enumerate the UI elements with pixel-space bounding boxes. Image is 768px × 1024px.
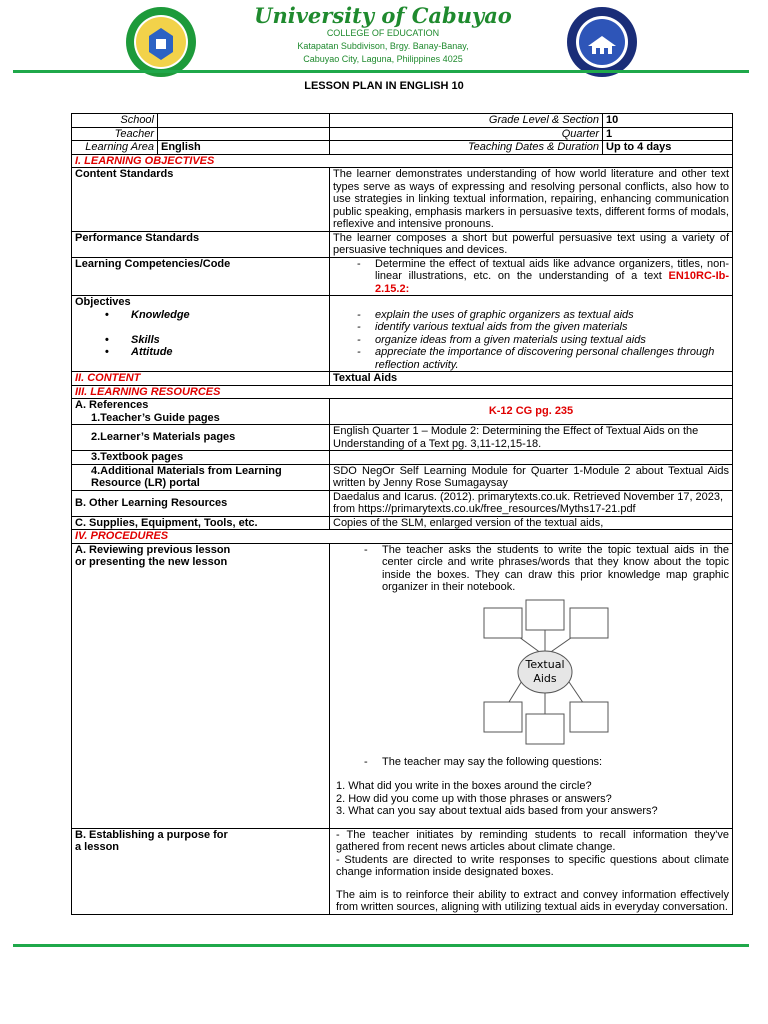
- competency-code: EN10RC-Ib-2.15.2:: [375, 270, 730, 295]
- diagram-box: [484, 608, 522, 638]
- dates-label: Teaching Dates & Duration: [330, 141, 603, 155]
- procedure-a-text: - The teacher asks the students to write the topic textual aids in the center circle and write phrases/words that they know about the topic inside the boxes. They can draw this prior knowledge map graphic organizer in their notebook.: [382, 544, 729, 594]
- objective-item: - organize ideas from a given materials using textual aids: [375, 334, 729, 347]
- references-cell: [72, 399, 330, 425]
- procedure-b-paragraph: - The teacher initiates by reminding students to recall information they've gathered from recent news articles about climate change.: [336, 828, 729, 853]
- quarter-value: 1: [603, 127, 733, 141]
- procedure-b-paragraph: - Students are directed to write responses to specific questions about climate change information inside designated boxes.: [336, 853, 729, 878]
- quarter-label: Quarter: [330, 127, 603, 141]
- diagram-center-text: Textual: [525, 657, 565, 671]
- objective-item: - appreciate the importance of discovering personal challenges through reflection activity.: [375, 346, 729, 371]
- objective-knowledge: • Knowledge: [105, 308, 190, 321]
- dates-value: Up to 4 days: [603, 141, 733, 155]
- section-learning-objectives: I. LEARNING OBJECTIVES: [72, 154, 733, 168]
- procedure-a-content: [330, 543, 733, 828]
- diagram-box: [570, 608, 608, 638]
- diagram-box: [526, 714, 564, 744]
- procedure-b-label: B. Establishing a purpose for a lesson: [72, 828, 330, 914]
- objectives-label: Objectives: [75, 296, 131, 308]
- competencies-text: Determine the effect of textual aids like advance organizers, titles, non-linear illustrations, etc. on the understanding of a text: [375, 257, 729, 282]
- area-value: English: [158, 141, 330, 155]
- college-name: COLLEGE OF EDUCATION: [326, 28, 440, 38]
- area-label: Learning Area: [72, 141, 158, 155]
- school-value: [158, 114, 330, 128]
- procedure-a-text: - The teacher may say the following questions:: [382, 756, 729, 769]
- objectives-cell: [72, 296, 330, 372]
- university-seal-logo: [125, 6, 197, 78]
- lm-label: 2.Learner’s Materials pages: [72, 425, 330, 451]
- competencies-cell: [330, 257, 733, 296]
- section-content: II. CONTENT: [72, 372, 330, 386]
- question-3: 3. What can you say about textual aids based from your answers?: [336, 805, 658, 817]
- school-label: School: [72, 114, 158, 128]
- other-resources-value: Daedalus and Icarus. (2012). primarytexts.co.uk. Retrieved November 17, 2023, from https://primarytexts.co.uk/free_resources/Myths17-21.pdf: [330, 490, 733, 516]
- tb-label: 3.Textbook pages: [72, 451, 330, 465]
- diagram-box: [484, 702, 522, 732]
- procedure-a-label: A. Reviewing previous lesson or presenting the new lesson: [72, 543, 330, 828]
- diagram-center-text: Aids: [533, 671, 557, 685]
- am-value: SDO NegOr Self Learning Module for Quarter 1-Module 2 about Textual Aids written by Jenny Rose Sumagaysay: [330, 464, 733, 490]
- section-learning-resources: III. LEARNING RESOURCES: [72, 385, 733, 399]
- procedure-b-paragraph: The aim is to reinforce their ability to extract and convey information effectively from written sources, aligning with utilizing textual aids in everyday conversation.: [336, 888, 729, 913]
- tb-value: [330, 451, 733, 465]
- objective-attitude: • Attitude: [105, 346, 173, 358]
- address-line-2: Cabuyao City, Laguna, Philippines 4025: [303, 54, 463, 64]
- lesson-plan-table: [71, 113, 733, 915]
- document-title: LESSON PLAN IN ENGLISH 10: [304, 80, 464, 92]
- supplies-value: Copies of the SLM, enlarged version of the textual aids,: [330, 516, 733, 530]
- textual-aids-graphic-organizer: [470, 598, 620, 750]
- objectives-details: [330, 296, 733, 372]
- grade-label: Grade Level & Section: [330, 114, 603, 128]
- supplies-label: C. Supplies, Equipment, Tools, etc.: [72, 516, 330, 530]
- address-line-1: Katapatan Subdivison, Brgy. Banay-Banay,: [297, 41, 469, 51]
- objective-item: - explain the uses of graphic organizers as textual aids: [375, 309, 729, 322]
- teacher-value: [158, 127, 330, 141]
- objective-item: - identify various textual aids from the given materials: [375, 321, 729, 334]
- procedure-b-content: [330, 828, 733, 914]
- diagram-box: [570, 702, 608, 732]
- am-label: 4.Additional Materials from Learning Resource (LR) portal: [72, 464, 330, 490]
- objective-skills: • Skills: [105, 333, 160, 346]
- lm-value: English Quarter 1 – Module 2: Determining the Effect of Textual Aids on the Understanding of a Text pg. 3,11-12,15-18.: [330, 425, 733, 451]
- grade-value: 10: [603, 114, 733, 128]
- content-value: Textual Aids: [330, 372, 733, 386]
- performance-standards-label: Performance Standards: [72, 231, 330, 257]
- university-name: University of Cabuyao: [254, 3, 512, 28]
- diagram-box: [526, 600, 564, 630]
- competencies-label: Learning Competencies/Code: [72, 257, 330, 296]
- content-standards-label: Content Standards: [72, 168, 330, 232]
- header-divider: [13, 70, 749, 73]
- content-standards-text: The learner demonstrates understanding of how world literature and other text types serve as ways of expressing and resolving personal conflicts, also how to use strategies in linking textual information, repairing, enhancing communication public speaking, emphasis markers in persuasive texts, different forms of modals, reflexive and intensive pronouns.: [330, 168, 733, 232]
- page-header: [0, 0, 768, 80]
- teacher-label: Teacher: [72, 127, 158, 141]
- question-2: 2. How did you come up with those phrases or answers?: [336, 792, 612, 805]
- college-seal-logo: [566, 6, 638, 78]
- address: [200, 40, 566, 66]
- other-resources-label: B. Other Learning Resources: [72, 490, 330, 516]
- section-procedures: IV. PROCEDURES: [72, 530, 733, 544]
- tg-value: K-12 CG pg. 235: [330, 399, 733, 425]
- tg-label: 1.Teacher’s Guide pages: [91, 411, 220, 424]
- footer-divider: [13, 944, 749, 947]
- question-1: 1. What did you write in the boxes around the circle?: [336, 780, 592, 792]
- performance-standards-text: The learner composes a short but powerful persuasive text using a variety of persuasive techniques and devices.: [330, 231, 733, 257]
- references-label: A. References: [75, 399, 149, 411]
